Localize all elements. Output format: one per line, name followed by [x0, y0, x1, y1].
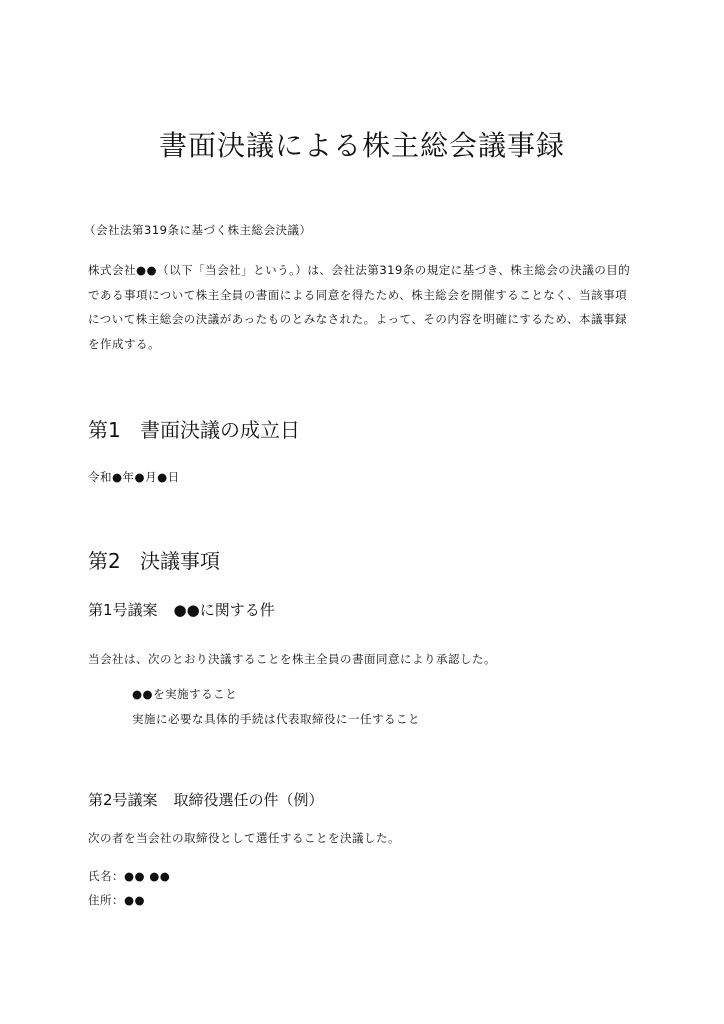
proposal2-body: 次の者を当会社の取締役として選任することを決議した。 [88, 831, 400, 845]
document-subtitle: （会社法第319条に基づく株主総会決議） [84, 223, 312, 237]
proposal2-heading [88, 789, 324, 810]
proposal1-number: 第1号議案 [88, 601, 158, 619]
proposal1-item: ●●を実施すること [132, 687, 238, 701]
candidate-name-value: ●● ●● [124, 869, 171, 883]
proposal1-item: 実施に必要な具体的手続は代表取締役に一任すること [132, 712, 420, 726]
intro-line: について株主総会の決議があったものとみなされた。よって、その内容を明確にするため、本議事録 [88, 312, 627, 326]
candidate-address-label: 住所： [88, 893, 124, 907]
proposal2-number: 第2号議案 [88, 791, 158, 809]
candidate-address-value: ●● [124, 893, 146, 907]
document-title: 書面決議による株主総会議事録 [158, 129, 565, 162]
section1-number: 第1 [88, 418, 121, 442]
section1-heading [88, 414, 300, 443]
intro-line: を作成する。 [88, 336, 160, 351]
intro-line: である事項について株主全員の書面による同意を得たため、株主総会を開催することなく、当該事項 [88, 287, 628, 302]
intro-paragraph [88, 258, 648, 356]
candidate-address-row [88, 892, 145, 908]
candidate-name-row [88, 868, 170, 884]
section2-heading [88, 545, 220, 574]
section2-title: 決議事項 [140, 549, 220, 573]
proposal1-body: 当会社は、次のとおり決議することを株主全員の書面同意により承認した。 [88, 652, 496, 666]
intro-line: 株式会社●●（以下「当会社」という。）は、会社法第319条の規定に基づき、株主総会の決議の目的 [88, 263, 631, 277]
proposal1-heading [88, 599, 275, 620]
proposal1-title: ●●に関する件 [173, 601, 275, 619]
resolution-date: 令和●年●月●日 [88, 470, 180, 484]
section2-number: 第2 [88, 549, 121, 573]
proposal2-title: 取締役選任の件（例） [173, 791, 324, 809]
candidate-name-label: 氏名： [88, 869, 124, 883]
section1-title: 書面決議の成立日 [140, 418, 300, 442]
